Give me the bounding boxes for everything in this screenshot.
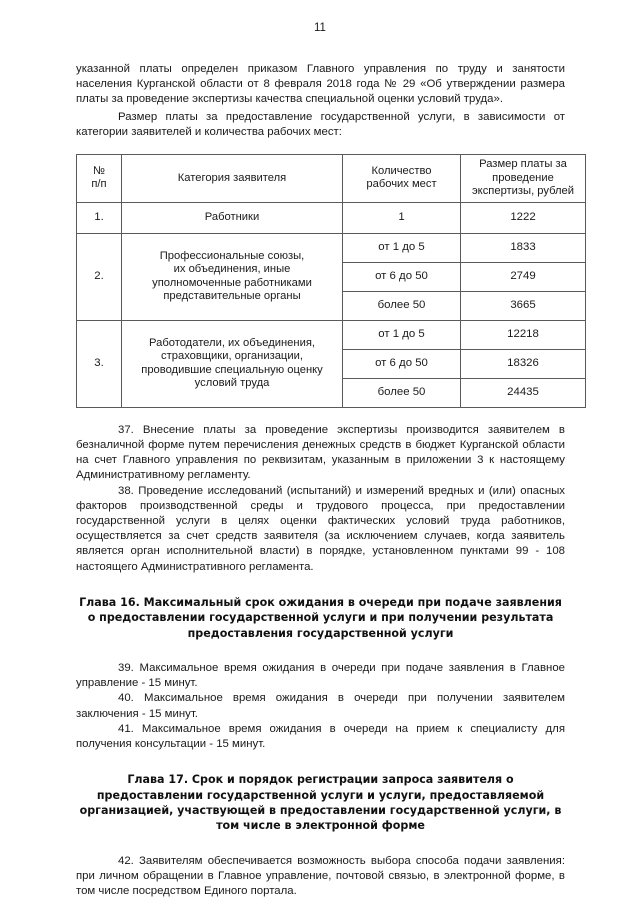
page-content: [76, 62, 575, 900]
row-category-line: их объединения, иные: [173, 263, 291, 276]
column-header-category: Категория заявителя: [122, 155, 343, 203]
row-number: 3.: [77, 320, 122, 407]
row-category: [122, 320, 343, 407]
column-header-fee-line1: Размер платы за: [479, 158, 567, 171]
column-header-fee-line3: экспертизы, рублей: [471, 185, 575, 198]
fee-table-body: [77, 202, 586, 407]
spacer: [76, 834, 565, 854]
paragraph-36-lead: Размер платы за предоставление государственной услуги, в зависимости от категории заявителей и количества рабочих мест:: [76, 110, 565, 138]
row-category: Работники: [122, 202, 343, 233]
spacer: [76, 575, 565, 595]
row-workplace-count: более 50: [343, 378, 461, 407]
row-category-line: Профессиональные союзы,: [159, 249, 305, 262]
row-fee: 1833: [461, 233, 586, 262]
spacer: [76, 641, 565, 661]
row-category-line: проводившие специальную оценку: [141, 363, 323, 376]
row-workplace-count: от 6 до 50: [343, 349, 461, 378]
paragraph-41: 41. Максимальное время ожидания в очереди на прием к специалисту для получения консультации - 15 минут.: [76, 722, 565, 751]
column-header-number-line2: п/п: [91, 178, 107, 191]
row-fee: 1222: [461, 202, 586, 233]
column-header-workplace-count: [343, 155, 461, 203]
row-fee: 12218: [461, 320, 586, 349]
row-number: 1.: [77, 202, 122, 233]
table-row: [77, 320, 586, 349]
table-row: [77, 233, 586, 262]
chapter-heading-17: Глава 17. Срок и порядок регистрации запроса заявителя о предоставлении государственной услуги и услуги, предоставляемой организацией, участвующей в предоставлении государственной услуги, в том числе в электронной форме: [79, 773, 562, 833]
row-fee: 18326: [461, 349, 586, 378]
spacer: [76, 408, 565, 423]
paragraph-39: 39. Максимальное время ожидания в очереди при подаче заявления в Главное управление - 15 минут.: [76, 662, 565, 690]
table-row: [77, 202, 586, 233]
paragraph-42: 42. Заявителям обеспечивается возможность выбора способа подачи заявления: при личном обращении в Главное управление, почтовой связью, в электронной форме, в том числе посредством Единого портала.: [76, 854, 565, 898]
fee-table: [76, 154, 586, 408]
row-workplace-count: от 6 до 50: [343, 262, 461, 291]
row-number: 2.: [77, 233, 122, 320]
column-header-fee: [461, 155, 586, 203]
fee-table-header-row: [77, 155, 586, 203]
column-header-number: [77, 155, 122, 203]
row-category: [122, 233, 343, 320]
chapter-heading-16: Глава 16. Максимальный срок ожидания в очереди при подаче заявления о предоставлении государственной услуги и при получении результата предоставления государственной услуги: [79, 595, 562, 640]
column-header-number-line1: №: [92, 164, 105, 177]
row-category-line: условий труда: [194, 377, 270, 390]
paragraph-40: 40. Максимальное время ожидания в очереди при получении заявителем заключения - 15 минут.: [76, 692, 565, 720]
page-number: 11: [314, 22, 326, 34]
column-header-fee-line2: проведение: [492, 171, 554, 184]
column-header-count-line1: Количество: [371, 164, 432, 177]
paragraph-38: 38. Проведение исследований (испытаний) и измерений вредных и (или) опасных факторов производственной среды и трудового процесса, при предоставлении государственной услуги в целях оценки фактических условий труда работников, осуществляется за счет средств заявителя (за исключением случаев, когда заявитель является орган исполнительной власти) в порядке, установленном пунктами 99 - 108 настоящего Административного регламента.: [76, 484, 565, 573]
row-workplace-count: от 1 до 5: [343, 233, 461, 262]
row-workplace-count: более 50: [343, 291, 461, 320]
row-category-line: страховщики, организации,: [161, 350, 303, 363]
paragraph-36-continuation: указанной платы определен приказом Главного управления по труду и занятости населения Курганской области от 8 февраля 2018 года № 29 «Об утверждении размера платы за проведение экспертизы качества специальной оценки условий труда».: [76, 63, 565, 106]
row-fee: 2749: [461, 262, 586, 291]
row-workplace-count: 1: [343, 202, 461, 233]
row-category-line: Работодатели, их объединения,: [149, 336, 315, 349]
spacer: [76, 752, 565, 772]
column-header-count-line2: рабочих мест: [366, 178, 437, 191]
row-fee: 24435: [461, 378, 586, 407]
row-fee: 3665: [461, 291, 586, 320]
row-category-line: уполномоченные работниками: [152, 276, 312, 289]
paragraph-37: 37. Внесение платы за проведение экспертизы производится заявителем в безналичной форме путем перечисления денежных средств в бюджет Курганской области на счет Главного управления по реквизитам, указанным в приложении 3 к настоящему Административному регламенту.: [76, 423, 565, 482]
row-category-line: представительные органы: [163, 290, 301, 303]
row-workplace-count: от 1 до 5: [343, 320, 461, 349]
fee-table-header: [77, 155, 586, 203]
